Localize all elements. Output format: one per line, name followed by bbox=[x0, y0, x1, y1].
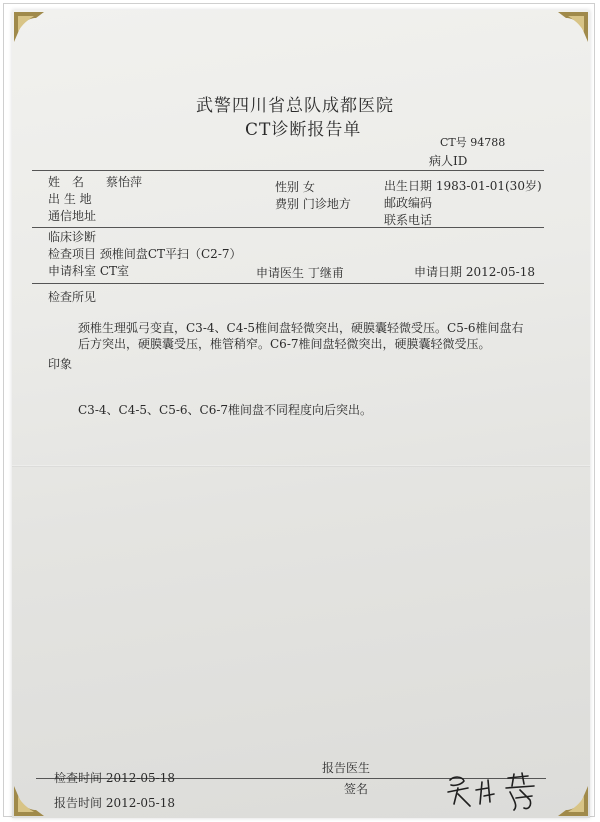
request-date-field: 申请日期 2012-05-18 bbox=[414, 265, 536, 279]
clinical-diagnosis-label: 临床诊断 bbox=[48, 230, 97, 244]
patient-rule bbox=[32, 227, 544, 228]
exam-rule bbox=[32, 283, 544, 284]
gender-field: 性别 女 bbox=[275, 180, 315, 194]
exam-item-field: 检查项目 颈椎间盘CT平扫（C2-7） bbox=[48, 247, 242, 261]
findings-line-1: 颈椎生理弧弓变直，C3-4、C4-5椎间盘轻微突出，硬膜囊轻微受压。C5-6椎间盘右 bbox=[78, 321, 524, 335]
hospital-name: 武警四川省总队成都医院 bbox=[196, 96, 394, 116]
postcode-label: 邮政编码 bbox=[384, 196, 433, 210]
corner-ornament-icon bbox=[558, 786, 588, 816]
birth-date-field: 出生日期 1983-01-01(30岁) bbox=[384, 179, 542, 193]
paper-fold bbox=[12, 465, 590, 467]
requesting-doctor-field: 申请医生 丁继甫 bbox=[256, 266, 344, 280]
findings-line-2: 后方突出，硬膜囊受压，椎管稍窄。C6-7椎间盘轻微突出，硬膜囊轻微受压。 bbox=[78, 337, 491, 351]
report-time-field: 报告时间 2012-05-18 bbox=[54, 796, 176, 810]
patient-id-label: 病人ID bbox=[429, 154, 468, 168]
report-paper bbox=[12, 10, 590, 818]
department-field: 申请科室 CT室 bbox=[48, 264, 130, 278]
corner-ornament-icon bbox=[558, 12, 588, 42]
address-label: 通信地址 bbox=[48, 209, 97, 223]
signature-label: 签名 bbox=[344, 782, 369, 796]
name-value: 蔡怡萍 bbox=[106, 175, 143, 189]
impression-text: C3-4、C4-5、C5-6、C6-7椎间盘不同程度向后突出。 bbox=[78, 403, 373, 417]
header-rule bbox=[32, 170, 544, 171]
impression-label: 印象 bbox=[48, 357, 73, 371]
findings-label: 检查所见 bbox=[48, 290, 97, 304]
corner-ornament-icon bbox=[14, 786, 44, 816]
report-title: CT诊断报告单 bbox=[245, 120, 362, 140]
exam-time-field: 检查时间 2012-05-18 bbox=[54, 771, 176, 785]
ct-number: CT号 94788 bbox=[440, 136, 506, 149]
corner-ornament-icon bbox=[14, 12, 44, 42]
fee-type-field: 费别 门诊地方 bbox=[275, 197, 351, 211]
doctor-signature bbox=[444, 770, 544, 814]
name-label: 姓 名 bbox=[48, 175, 85, 189]
birthplace-label: 出 生 地 bbox=[48, 192, 92, 206]
reporting-doctor-label: 报告医生 bbox=[322, 761, 371, 775]
phone-label: 联系电话 bbox=[384, 213, 433, 227]
